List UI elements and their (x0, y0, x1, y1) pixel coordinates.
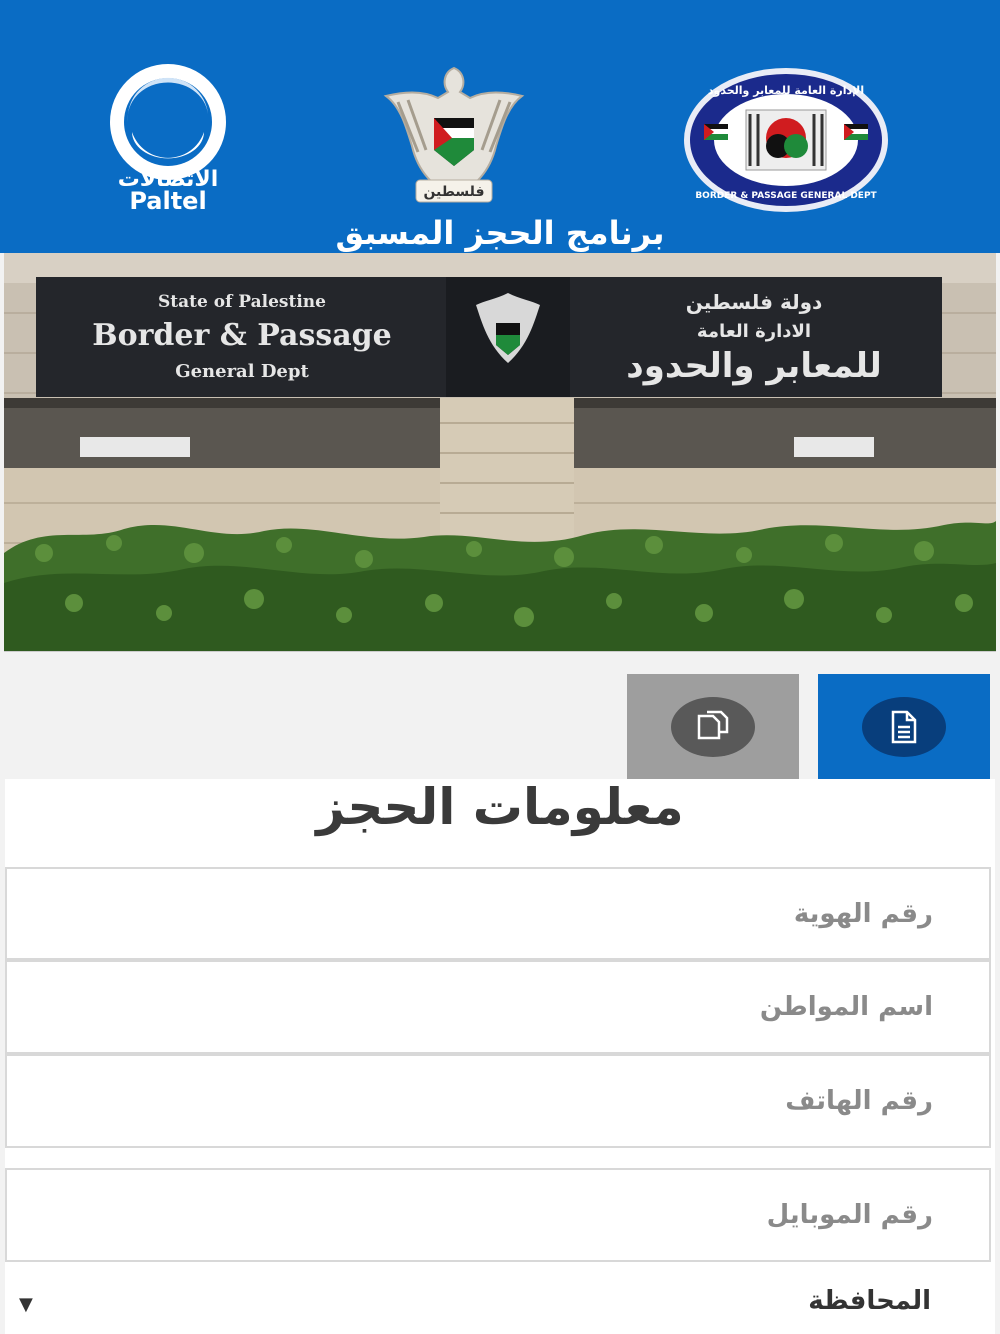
svg-text:General Dept: General Dept (175, 361, 309, 382)
form-tabs-bar (0, 652, 1000, 779)
svg-text:الاتصالات: الاتصالات (117, 167, 219, 192)
svg-text:دولة فلسطين: دولة فلسطين (685, 290, 823, 314)
mobile-field (5, 1168, 991, 1262)
svg-text:فلسطين: فلسطين (423, 184, 485, 200)
form-title: معلومات الحجز (316, 778, 684, 836)
border-passage-seal (682, 66, 890, 214)
app-title: برنامج الحجز المسبق (335, 214, 665, 252)
chevron-down-icon: ▼ (19, 1294, 33, 1315)
svg-text:الادارة العامة: الادارة العامة (696, 321, 812, 342)
tab-copy-circle (671, 697, 755, 757)
mobile-input[interactable] (7, 1170, 989, 1260)
palestine-eagle-emblem (382, 62, 527, 212)
svg-text:للمعابر والحدود: للمعابر والحدود (626, 346, 882, 386)
phone-field (5, 1054, 991, 1148)
citizen-name-field (5, 960, 991, 1054)
svg-text:Border & Passage: Border & Passage (92, 318, 392, 353)
id-number-input[interactable] (7, 869, 989, 958)
governorate-label: المحافظة (808, 1286, 931, 1316)
svg-text:Paltel: Paltel (129, 187, 207, 212)
svg-text:الإدارة العامة للمعابر والحدود: الإدارة العامة للمعابر والحدود (707, 84, 865, 97)
tab-document-circle (862, 697, 946, 757)
copy-icon (693, 710, 733, 744)
document-icon (888, 710, 920, 744)
svg-text:State of Palestine: State of Palestine (158, 292, 326, 312)
app-header (0, 0, 1000, 253)
svg-text:BORDER & PASSAGE GENERAL DEPT: BORDER & PASSAGE GENERAL DEPT (695, 191, 877, 201)
border-building-photo (4, 253, 996, 652)
tab-copy[interactable] (627, 674, 799, 779)
citizen-name-input[interactable] (7, 962, 989, 1052)
phone-input[interactable] (7, 1056, 989, 1146)
paltel-logo (98, 62, 238, 212)
id-number-field (5, 867, 991, 960)
governorate-select[interactable] (5, 1262, 991, 1334)
tab-document[interactable] (818, 674, 990, 779)
